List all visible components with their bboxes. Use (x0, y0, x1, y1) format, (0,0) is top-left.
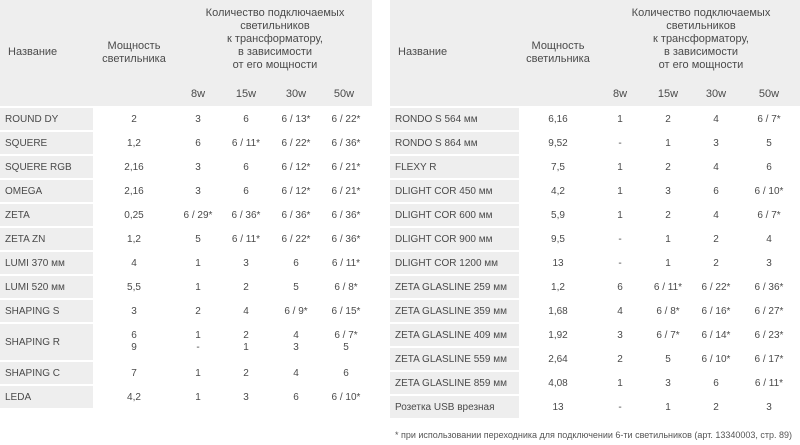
row-name: DLIGHT COR 450 мм (390, 180, 519, 202)
right-table-header (390, 0, 800, 106)
cell-w8: - (618, 257, 622, 269)
watt-15-header: 15w (657, 88, 679, 100)
cell-w8: 3 (617, 329, 623, 341)
row-name: ZETA (0, 204, 93, 226)
cell-w8: 1 (195, 257, 201, 269)
cell-w30: 6 / 14* (701, 329, 731, 341)
table-row (0, 386, 372, 408)
cell-w8: 3 (195, 113, 201, 125)
cell-w15: 3 (243, 391, 249, 403)
cell-w8 (178, 324, 218, 360)
table-row (390, 204, 800, 226)
cell-w15: 1 (665, 257, 671, 269)
row-name: ZETA ZN (0, 228, 93, 250)
cell-w15: 6 / 36* (231, 209, 261, 221)
cell-power: 4,2 (551, 185, 565, 197)
cell-w8: - (618, 137, 622, 149)
count-column-header: Количество подключаемых светильников к трансформатору, в зависимости от его мощности (631, 7, 771, 71)
cell-w30: 6 / 9* (284, 305, 308, 317)
cell-w15: 3 (665, 377, 671, 389)
cell-power: 0,25 (124, 209, 144, 221)
cell-w50: 6 / 10* (331, 391, 361, 403)
cell-w30: 6 / 13* (281, 113, 311, 125)
cell-w50: 6 / 36* (331, 137, 361, 149)
table-row (390, 228, 800, 250)
table-row (390, 276, 800, 298)
cell-w50: 6 / 11* (331, 257, 361, 269)
cell-w8: - (618, 233, 622, 245)
cell-w50: 6 / 8* (334, 281, 358, 293)
left-table-body (0, 108, 372, 408)
row-name: FLEXY R (390, 156, 519, 178)
table-row (390, 108, 800, 130)
cell-w50: 6 / 36* (331, 233, 361, 245)
cell-w15: 6 (243, 185, 249, 197)
row-name: ZETA GLASLINE 409 мм (390, 324, 519, 346)
cell-stack (131, 330, 137, 354)
table-row (0, 180, 372, 202)
row-name: LUMI 370 мм (0, 252, 93, 274)
row-name: ZETA GLASLINE 559 мм (390, 348, 519, 370)
cell-w30: 2 (713, 401, 719, 413)
cell-power: 2 (131, 113, 137, 125)
cell-w8: 6 (195, 137, 201, 149)
cell-stack (293, 330, 299, 354)
cell-w50: 6 (343, 367, 349, 379)
cell-w50: 5 (766, 137, 772, 149)
cell-w50: 3 (766, 257, 772, 269)
table-row (0, 108, 372, 130)
cell-w30: 6 / 10* (701, 353, 731, 365)
cell-w15: 5 (665, 353, 671, 365)
cell-value: 1 (195, 330, 201, 341)
cell-w30: 5 (293, 281, 299, 293)
cell-w30: 6 / 22* (281, 137, 311, 149)
row-name: RONDO S 864 мм (390, 132, 519, 154)
cell-w50: 4 (766, 233, 772, 245)
table-row (390, 348, 800, 370)
row-name: DLIGHT COR 900 мм (390, 228, 519, 250)
cell-w15: 6 / 11* (231, 137, 261, 149)
table-row (0, 252, 372, 274)
cell-w50: 6 / 17* (754, 353, 784, 365)
table-row (390, 324, 800, 346)
cell-w50: 6 / 23* (754, 329, 784, 341)
cell-w8: 1 (617, 185, 623, 197)
cell-w15: 2 (243, 367, 249, 379)
cell-w30: 6 / 22* (281, 233, 311, 245)
row-name: Розетка USB врезная (390, 396, 519, 418)
cell-power: 13 (552, 257, 564, 269)
cell-w30: 6 / 16* (701, 305, 731, 317)
table-row (390, 396, 800, 418)
cell-w50: 6 / 36* (331, 209, 361, 221)
cell-value: 4 (293, 330, 299, 341)
watt-30-header: 30w (285, 88, 307, 100)
table-row (390, 300, 800, 322)
cell-power: 9,5 (551, 233, 565, 245)
cell-w8: 2 (195, 305, 201, 317)
cell-w30: 6 (293, 257, 299, 269)
row-name: OMEGA (0, 180, 93, 202)
cell-w50: 6 / 22* (331, 113, 361, 125)
cell-w15: 6 / 8* (656, 305, 680, 317)
cell-power: 4,2 (127, 391, 141, 403)
cell-w30: 4 (713, 113, 719, 125)
cell-w30: 4 (713, 209, 719, 221)
cell-power: 5,5 (127, 281, 141, 293)
cell-w8: 1 (195, 367, 201, 379)
cell-w30: 2 (713, 233, 719, 245)
cell-w15: 2 (665, 209, 671, 221)
cell-w50: 3 (766, 401, 772, 413)
cell-w15: 6 (243, 161, 249, 173)
cell-value: 5 (343, 342, 349, 353)
cell-power: 3 (131, 305, 137, 317)
cell-w8: 5 (195, 233, 201, 245)
row-name: DLIGHT COR 1200 мм (390, 252, 519, 274)
table-row (0, 156, 372, 178)
table-row (0, 276, 372, 298)
left-table (0, 0, 372, 408)
cell-w15: 2 (665, 113, 671, 125)
cell-power: 1,68 (548, 305, 568, 317)
cell-power: 9,52 (548, 137, 568, 149)
cell-power: 6,16 (548, 113, 568, 125)
cell-w8: 3 (195, 161, 201, 173)
count-column-header: Количество подключаемых светильников к трансформатору, в зависимости от его мощности (205, 7, 345, 71)
table-row (390, 132, 800, 154)
cell-w8: 1 (617, 113, 623, 125)
cell-w8: 1 (195, 391, 201, 403)
cell-w15: 1 (665, 233, 671, 245)
cell-power: 1,2 (551, 281, 565, 293)
cell-power: 7 (131, 367, 137, 379)
cell-power: 1,2 (127, 137, 141, 149)
cell-w50: 6 / 27* (754, 305, 784, 317)
cell-w30: 4 (713, 161, 719, 173)
cell-value: 2 (243, 330, 249, 341)
row-name: DLIGHT COR 600 мм (390, 204, 519, 226)
table-row (390, 252, 800, 274)
cell-w15: 3 (665, 185, 671, 197)
cell-power: 4 (131, 257, 137, 269)
cell-w50: 6 / 21* (331, 185, 361, 197)
cell-value: 9 (131, 342, 137, 353)
row-name: RONDO S 564 мм (390, 108, 519, 130)
cell-w50: 6 / 36* (754, 281, 784, 293)
cell-power: 1,2 (127, 233, 141, 245)
left-table-header (0, 0, 372, 106)
cell-w50: 6 / 11* (754, 377, 784, 389)
cell-w8: - (618, 401, 622, 413)
row-name: ZETA GLASLINE 859 мм (390, 372, 519, 394)
cell-w15: 2 (243, 281, 249, 293)
table-row (0, 228, 372, 250)
cell-w50: 6 / 7* (757, 113, 781, 125)
cell-power: 2,16 (124, 185, 144, 197)
power-column-header: Мощность светильника (102, 40, 166, 65)
row-name: ROUND DY (0, 108, 93, 130)
cell-power: 5,9 (551, 209, 565, 221)
cell-w50: 6 / 10* (754, 185, 784, 197)
cell-value: 1 (243, 342, 249, 353)
cell-power: 2,64 (548, 353, 568, 365)
cell-power: 13 (552, 401, 564, 413)
cell-w8: 2 (617, 353, 623, 365)
cell-w30: 2 (713, 257, 719, 269)
cell-value: - (196, 342, 200, 353)
table-row (390, 180, 800, 202)
watt-50-header: 50w (758, 88, 780, 100)
cell-power: 7,5 (551, 161, 565, 173)
row-name: ZETA GLASLINE 359 мм (390, 300, 519, 322)
watt-30-header: 30w (705, 88, 727, 100)
table-row (0, 132, 372, 154)
cell-w30: 6 (713, 377, 719, 389)
power-column-header: Мощность светильника (526, 40, 590, 65)
watt-50-header: 50w (333, 88, 355, 100)
cell-w15: 6 (243, 113, 249, 125)
row-name: LUMI 520 мм (0, 276, 93, 298)
table-row (0, 300, 372, 322)
cell-w8: 4 (617, 305, 623, 317)
table-row (0, 204, 372, 226)
right-table (390, 0, 800, 418)
cell-w50: 6 (766, 161, 772, 173)
cell-w8: 6 (617, 281, 623, 293)
cell-w15: 1 (665, 401, 671, 413)
cell-power: 2,16 (124, 161, 144, 173)
cell-w15: 1 (665, 137, 671, 149)
right-table-body (390, 108, 800, 418)
name-column-header: Название (8, 46, 58, 58)
row-name: LEDA (0, 386, 93, 408)
row-name: SHAPING S (0, 300, 93, 322)
cell-w30: 6 (293, 391, 299, 403)
cell-w15: 3 (243, 257, 249, 269)
table-row (0, 362, 372, 384)
row-name: SQUERE RGB (0, 156, 93, 178)
cell-stack (195, 330, 201, 354)
cell-w50: 6 / 15* (331, 305, 361, 317)
cell-stack (334, 330, 357, 354)
cell-w8: 6 / 29* (183, 209, 213, 221)
cell-w50 (324, 324, 368, 360)
cell-w30: 6 / 36* (281, 209, 311, 221)
cell-w30: 6 / 12* (281, 161, 311, 173)
cell-w30 (276, 324, 316, 360)
table-row (0, 324, 372, 360)
cell-power (94, 324, 174, 360)
cell-w50: 6 / 7* (757, 209, 781, 221)
cell-value: 3 (293, 342, 299, 353)
cell-w15: 6 / 7* (656, 329, 680, 341)
cell-w30: 6 (713, 185, 719, 197)
cell-w8: 1 (617, 209, 623, 221)
cell-w15: 2 (665, 161, 671, 173)
cell-w15: 6 / 11* (653, 281, 683, 293)
cell-stack (243, 330, 249, 354)
cell-w30: 3 (713, 137, 719, 149)
row-name: SHAPING R (0, 324, 93, 360)
cell-value: 6 / 7* (334, 330, 358, 341)
row-name: SQUERE (0, 132, 93, 154)
cell-w30: 6 / 22* (701, 281, 731, 293)
cell-w8: 3 (195, 185, 201, 197)
table-row (390, 372, 800, 394)
footnote: * при использовании переходника для подключении 6-ти светильников (арт. 13340003, стр. 89) (394, 430, 792, 440)
cell-w8: 1 (195, 281, 201, 293)
cell-w30: 4 (293, 367, 299, 379)
cell-w30: 6 / 12* (281, 185, 311, 197)
watt-15-header: 15w (235, 88, 257, 100)
cell-w50: 6 / 21* (331, 161, 361, 173)
cell-w8: 1 (617, 377, 623, 389)
cell-w15: 4 (243, 305, 249, 317)
table-row (390, 156, 800, 178)
watt-8-header: 8w (190, 88, 206, 100)
cell-w15: 6 / 11* (231, 233, 261, 245)
cell-power: 1,92 (548, 329, 568, 341)
cell-w8: 1 (617, 161, 623, 173)
name-column-header: Название (398, 46, 448, 58)
watt-8-header: 8w (612, 88, 628, 100)
row-name: SHAPING C (0, 362, 93, 384)
cell-power: 4,08 (548, 377, 568, 389)
cell-w15 (226, 324, 266, 360)
cell-value: 6 (131, 330, 137, 341)
row-name: ZETA GLASLINE 259 мм (390, 276, 519, 298)
